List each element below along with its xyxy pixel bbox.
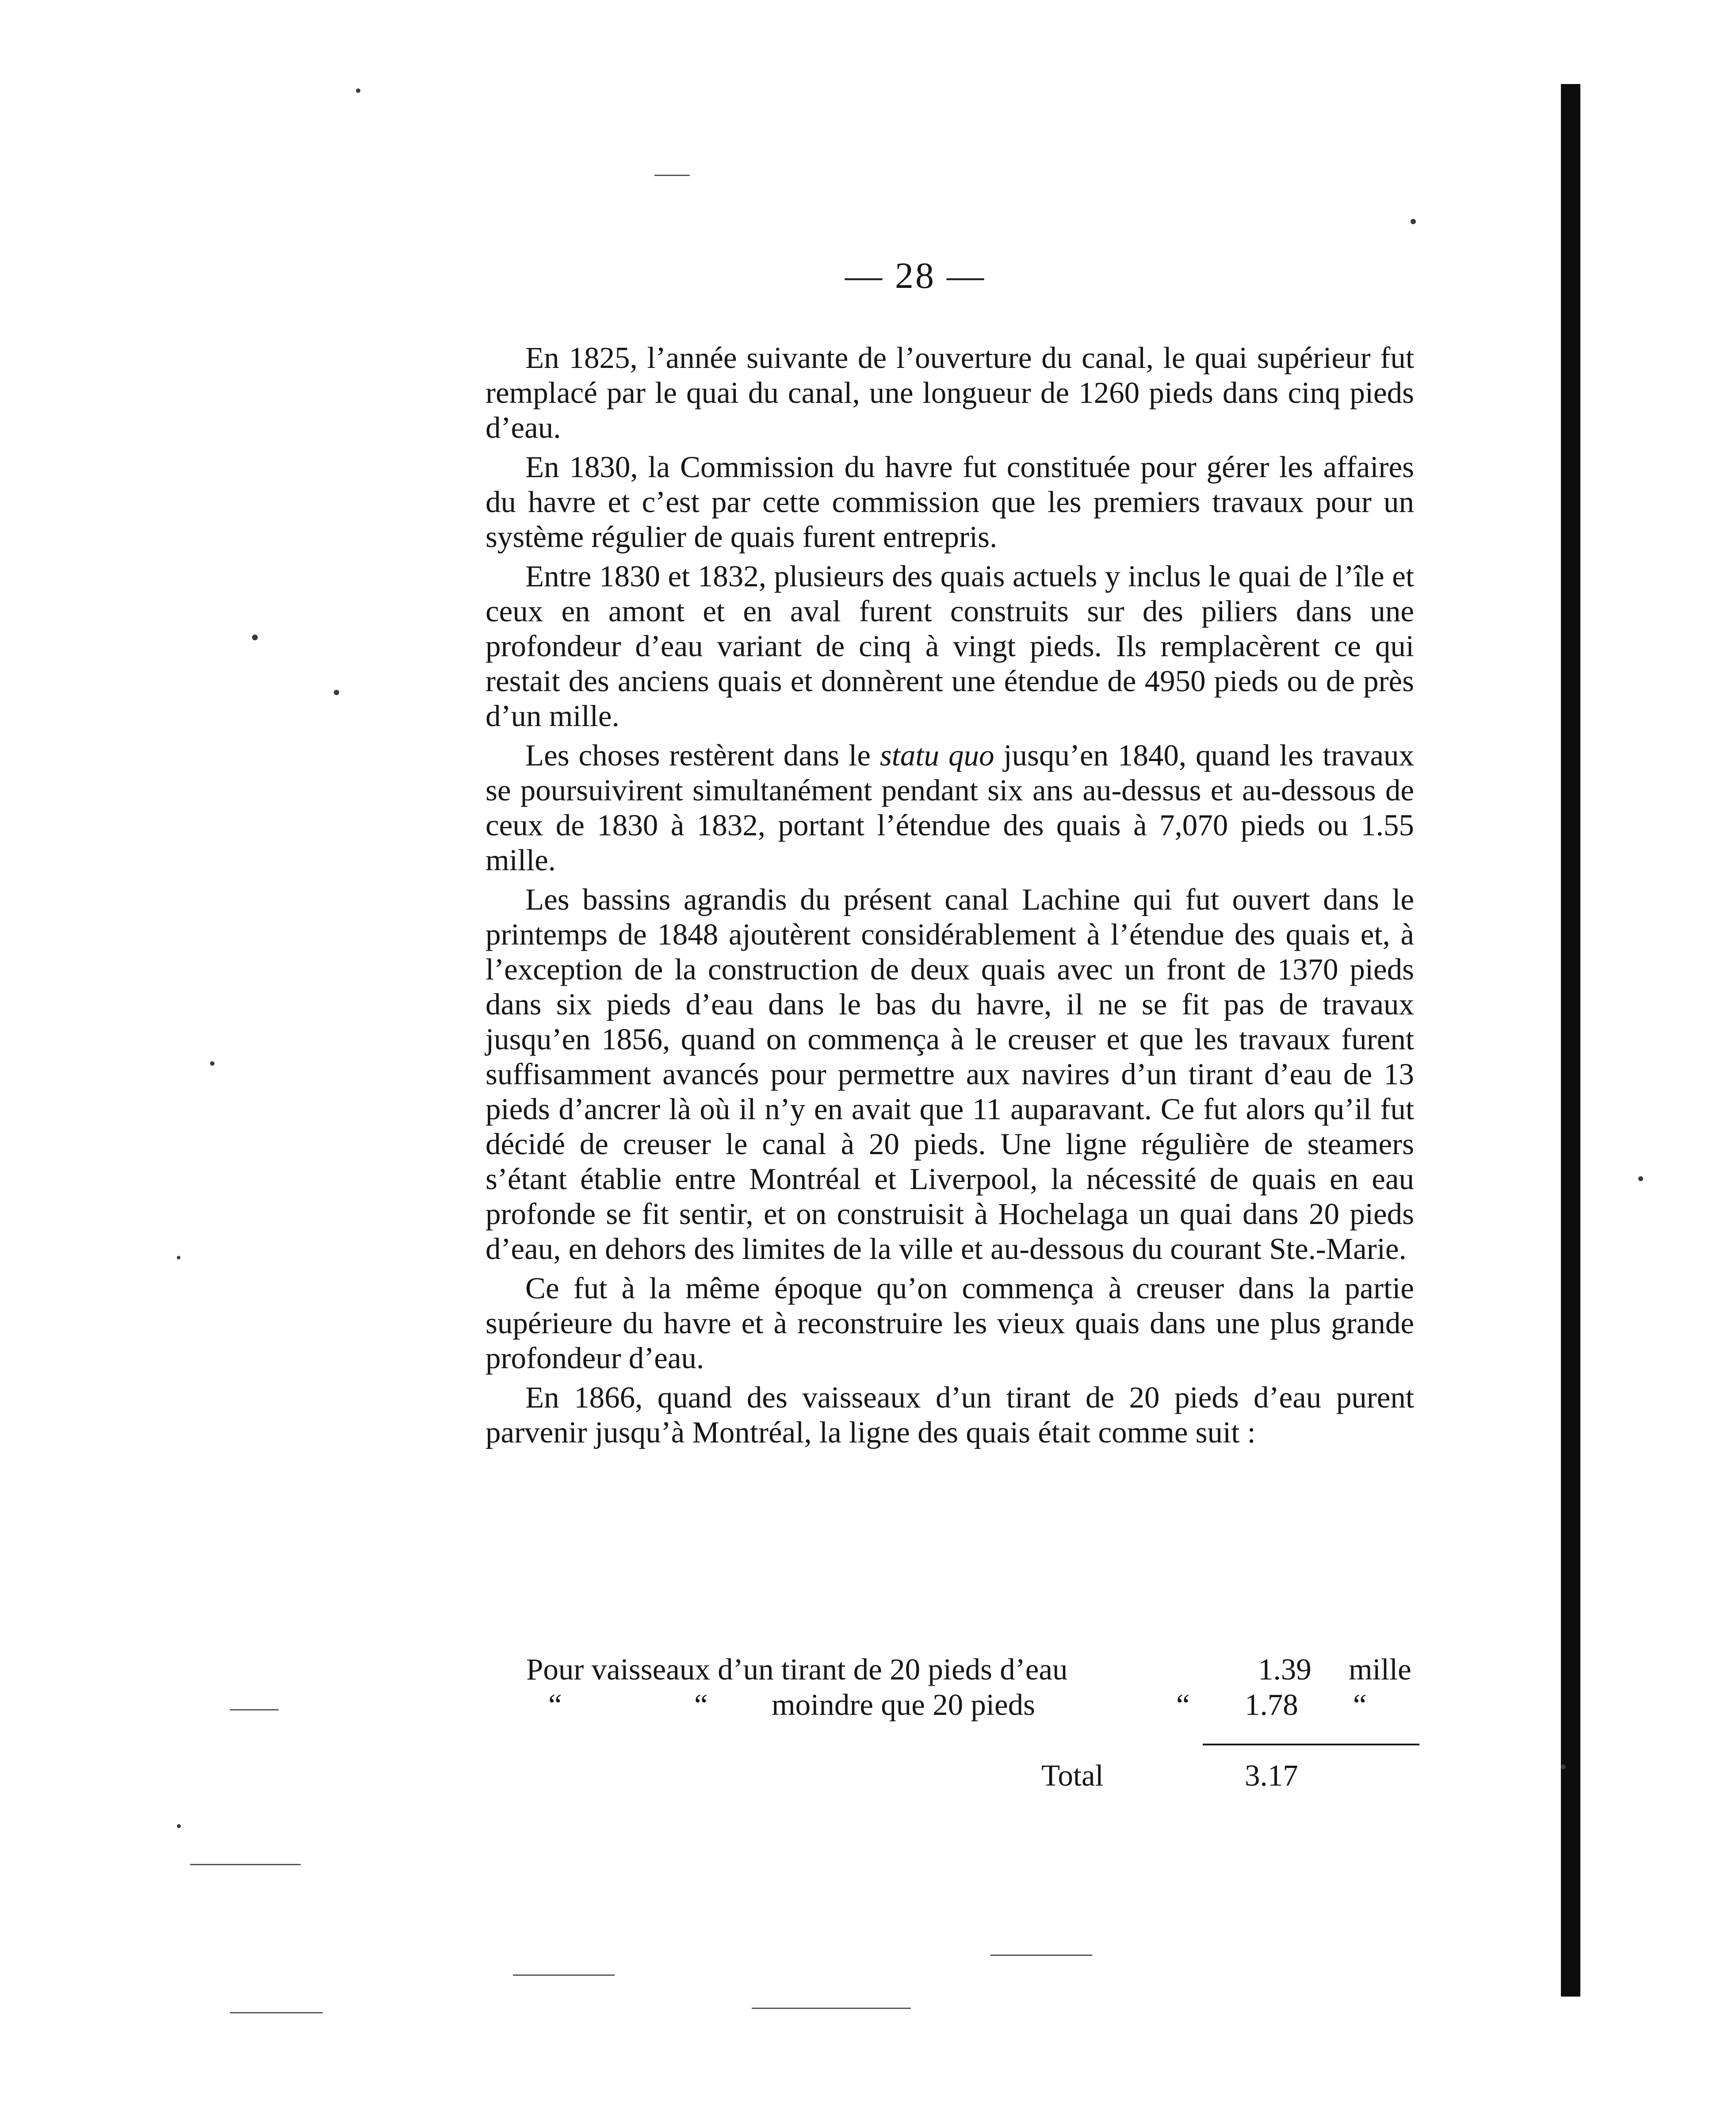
row-value: 1.78: [1245, 1688, 1298, 1722]
scan-mark: [513, 1974, 615, 1976]
latin-phrase: statu quo: [879, 738, 994, 772]
scan-mark: [990, 1955, 1092, 1956]
scan-speck: [1561, 1764, 1566, 1769]
paragraph: En 1830, la Commission du havre fut constituée pour gérer les affaires du havre et c’est par cette commission que les premiers travaux pour un système régulier de quais furent entrepris.: [486, 450, 1414, 554]
scan-mark: [230, 2012, 323, 2013]
paragraph: [486, 738, 1414, 878]
scan-edge-bar: [1561, 84, 1580, 1997]
scan-speck: [210, 1061, 214, 1066]
paragraph: En 1825, l’année suivante de l’ouverture du canal, le quai supérieur fut remplacé par le quai du canal, une longueur de 1260 pieds dans cinq pieds d’eau.: [486, 341, 1414, 444]
scan-speck: [1638, 1176, 1643, 1181]
row-label: Pour vaisseaux d’un tirant de 20 pieds d’eau: [526, 1653, 1068, 1686]
scan-speck: [1411, 219, 1416, 224]
scan-mark: [654, 175, 690, 176]
ditto-mark: “: [694, 1688, 708, 1722]
page-number: — 28 —: [845, 255, 986, 296]
paragraph: Ce fut à la même époque qu’on commença à creuser dans la partie supérieure du havre et à reconstruire les vieux quais dans une plus grande profondeur d’eau.: [486, 1271, 1414, 1375]
total-row: [526, 1758, 1419, 1793]
body-text: [486, 340, 1414, 1454]
scan-mark: [230, 1709, 279, 1710]
row-value: 1.39: [1258, 1653, 1312, 1686]
row-label: moindre que 20 pieds: [772, 1688, 1035, 1722]
paragraph: Les bassins agrandis du présent canal Lachine qui fut ouvert dans le printemps de 1848 ajoutèrent considérablement à l’étendue des quais et, à l’exception de la construction de deux quais avec un front de 1370 pieds dans six pieds d’eau dans le bas du havre, il ne se fit pas de travaux jusqu’en 1856, quand on commença à le creuser et que les travaux furent suffisamment avancés pour permettre aux navires d’un tirant d’eau de 13 pieds d’ancrer là où il n’y en avait que 11 auparavant. Ce fut alors qu’il fut décidé de creuser le canal à 20 pieds. Une ligne régulière de steamers s’étant établie entre Montréal et Liverpool, la nécessité de quais en eau profonde se fit sentir, et on construisit à Hochelaga un quai dans 20 pieds d’eau, en dehors des limites de la ville et au-dessous du courant Ste.-Marie.: [486, 883, 1414, 1266]
scan-mark: [190, 1864, 301, 1865]
sum-rule: [1203, 1744, 1419, 1745]
ditto-mark: “: [1353, 1688, 1367, 1722]
scan-speck: [177, 1256, 180, 1259]
total-label: Total: [1041, 1759, 1104, 1792]
paragraph-text: jusqu’en 1840, quand les travaux se poursuivirent simultanément pendant six ans au-dessus et au-dessous de ceux de 1830 à 1832, portant l’étendue des quais à 7,070 pieds ou 1.55 mille.: [486, 738, 1414, 877]
scan-mark: [752, 2008, 911, 2009]
scan-speck: [356, 88, 360, 93]
scan-speck: [334, 690, 339, 695]
paragraph-text: Les choses restèrent dans le: [525, 738, 880, 772]
ditto-mark: “: [548, 1688, 562, 1722]
ditto-mark: “: [1176, 1688, 1190, 1722]
total-value: 3.17: [1245, 1759, 1298, 1792]
summary-row: [526, 1652, 1419, 1687]
paragraph: En 1866, quand des vaisseaux d’un tirant de 20 pieds d’eau purent parvenir jusqu’à Montréal, la ligne des quais était comme suit :: [486, 1381, 1414, 1449]
summary-row: [526, 1687, 1419, 1722]
paragraph: Entre 1830 et 1832, plusieurs des quais actuels y inclus le quai de l’île et ceux en amont et en aval furent construits sur des piliers dans une profondeur d’eau variant de cinq à vingt pieds. Ils remplacèrent ce qui restait des anciens quais et donnèrent une étendue de 4950 pieds ou de près d’un mille.: [486, 559, 1414, 733]
quay-summary-table: [526, 1652, 1419, 1793]
scan-speck: [252, 635, 258, 640]
scan-speck: [177, 1824, 181, 1828]
row-unit: mille: [1349, 1653, 1411, 1686]
